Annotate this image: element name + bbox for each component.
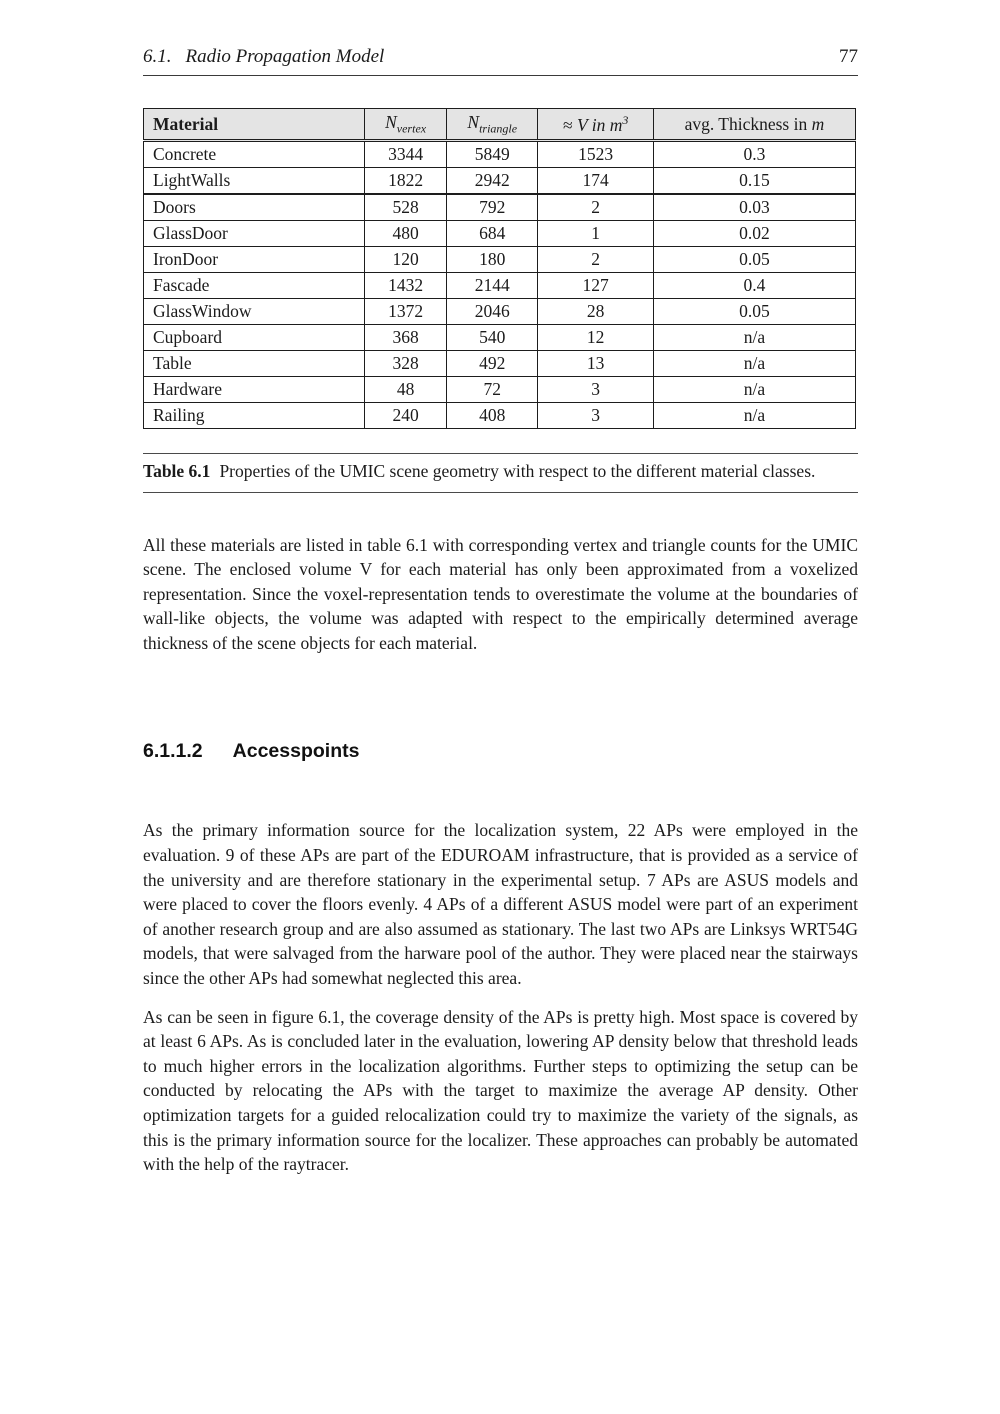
table-cell-n-vertex: 120 xyxy=(365,247,447,273)
table-cell-material: IronDoor xyxy=(144,247,365,273)
table-cell-volume: 3 xyxy=(538,377,653,403)
math-symbol: m xyxy=(811,113,825,134)
running-head-section-title: Radio Propagation Model xyxy=(185,46,385,67)
table-cell-n-triangle: 2046 xyxy=(446,299,538,325)
table-cell-n-triangle: 684 xyxy=(446,221,538,247)
table-caption-text: Properties of the UMIC scene geometry with respect to the different material classes. xyxy=(219,461,816,481)
running-head-section-number: 6.1. xyxy=(143,46,172,67)
running-head-title xyxy=(143,46,384,68)
table-cell-n-vertex: 240 xyxy=(365,403,447,429)
table-cell-thickness: 0.02 xyxy=(653,221,855,247)
table-cell-thickness: 0.05 xyxy=(653,299,855,325)
table-row xyxy=(144,247,856,273)
table-row xyxy=(144,403,856,429)
table-cell-n-triangle: 5849 xyxy=(446,141,538,168)
table-cell-material: Table xyxy=(144,351,365,377)
table-cell-material: Fascade xyxy=(144,273,365,299)
section-heading-title: Accesspoints xyxy=(232,740,360,763)
table-cell-n-vertex: 1432 xyxy=(365,273,447,299)
column-header-volume xyxy=(538,109,653,141)
table-row xyxy=(144,377,856,403)
table-cell-n-triangle: 2144 xyxy=(446,273,538,299)
table-cell-n-triangle: 792 xyxy=(446,194,538,221)
table-cell-material: Doors xyxy=(144,194,365,221)
approx-symbol: ≈ xyxy=(562,114,577,135)
table-cell-material: Railing xyxy=(144,403,365,429)
section-heading-number: 6.1.1.2 xyxy=(143,740,203,763)
table-cell-n-triangle: 72 xyxy=(446,377,538,403)
table-cell-volume: 13 xyxy=(538,351,653,377)
table-cell-material: GlassWindow xyxy=(144,299,365,325)
table-cell-n-vertex: 368 xyxy=(365,325,447,351)
table-cell-n-vertex: 328 xyxy=(365,351,447,377)
table-cell-n-vertex: 480 xyxy=(365,221,447,247)
table-cell-thickness: n/a xyxy=(653,351,855,377)
section-heading xyxy=(143,740,858,763)
table-row xyxy=(144,351,856,377)
table-row xyxy=(144,141,856,168)
table-row xyxy=(144,299,856,325)
table-cell-volume: 127 xyxy=(538,273,653,299)
table-cell-volume: 28 xyxy=(538,299,653,325)
table-cell-material: Cupboard xyxy=(144,325,365,351)
paragraph-materials: All these materials are listed in table 6.1 with corresponding vertex and triangle counts for the UMIC scene. The enclosed volume V for each material has only been approximated from a voxelized representation. Since the voxel-representation tends to overestimate the volume at the boundaries of wall-like objects, the volume was adapted with respect to the empirically determined average thickness of the scene objects for each material. xyxy=(143,534,858,653)
column-header-n-triangle xyxy=(446,109,538,141)
math-superscript: 3 xyxy=(622,112,629,127)
table-header-row xyxy=(144,109,856,141)
table-row xyxy=(144,273,856,299)
math-symbol: N xyxy=(467,111,480,132)
table-cell-n-vertex: 48 xyxy=(365,377,447,403)
table-cell-n-vertex: 1372 xyxy=(365,299,447,325)
table-cell-n-triangle: 492 xyxy=(446,351,538,377)
column-header-n-vertex xyxy=(365,109,447,141)
table-row xyxy=(144,194,856,221)
table-cell-n-triangle: 180 xyxy=(446,247,538,273)
table-row xyxy=(144,325,856,351)
table-row xyxy=(144,168,856,195)
materials-table xyxy=(143,108,856,429)
table-cell-thickness: 0.03 xyxy=(653,194,855,221)
math-subscript: triangle xyxy=(479,121,518,136)
paragraph-accesspoints: As the primary information source for the localization system, 22 APs were employed in the evaluation. 9 of these APs are part of the EDUROAM infrastructure, that is provided as a service of the university and are therefore stationary in the experimental setup. 7 APs are ASUS models and were placed to cover the floors evenly. 4 APs of a different ASUS model were part of an experiment of another research group and are also assumed as stationary. The last two APs are Linksys WRT54G models, that were salvaged from the harware pool of the author. They were placed near the stairways since the other APs had somewhat neglected this area. xyxy=(143,820,858,989)
table-caption xyxy=(143,453,858,493)
table-caption-label: Table 6.1 xyxy=(143,461,211,481)
table-cell-volume: 1523 xyxy=(538,141,653,168)
table-cell-thickness: 0.05 xyxy=(653,247,855,273)
table-cell-n-triangle: 408 xyxy=(446,403,538,429)
table-cell-material: Concrete xyxy=(144,141,365,168)
table-cell-thickness: n/a xyxy=(653,377,855,403)
materials-table-body xyxy=(144,141,856,429)
table-cell-volume: 2 xyxy=(538,194,653,221)
table-cell-material: GlassDoor xyxy=(144,221,365,247)
table-cell-thickness: n/a xyxy=(653,325,855,351)
table-cell-n-vertex: 1822 xyxy=(365,168,447,195)
table-cell-n-triangle: 2942 xyxy=(446,168,538,195)
column-header-thickness-text: avg. Thickness in xyxy=(684,113,812,134)
math-symbol: V in m xyxy=(576,114,623,135)
table-row xyxy=(144,221,856,247)
page-number: 77 xyxy=(839,46,858,67)
column-header-thickness xyxy=(653,109,855,141)
table-cell-n-triangle: 540 xyxy=(446,325,538,351)
table-cell-volume: 12 xyxy=(538,325,653,351)
math-symbol: N xyxy=(385,111,397,132)
table-cell-volume: 3 xyxy=(538,403,653,429)
table-cell-volume: 174 xyxy=(538,168,653,195)
paragraph-coverage: As can be seen in figure 6.1, the coverage density of the APs is pretty high. Most space is covered by at least 6 APs. As is concluded later in the evaluation, lowering AP density below that threshold leads to much higher errors in the localization algorithms. Further steps to optimizing the setup can be conducted by relocating the APs with the target to maximize the average AP density. Other optimization targets for a guided relocalization could try to maximize the variety of the signals, as this is the primary information source for the localizer. These approaches can probably be automated with the help of the raytracer. xyxy=(143,1006,858,1175)
table-cell-volume: 1 xyxy=(538,221,653,247)
table-cell-thickness: 0.4 xyxy=(653,273,855,299)
table-cell-volume: 2 xyxy=(538,247,653,273)
table-cell-material: Hardware xyxy=(144,377,365,403)
table-cell-thickness: 0.15 xyxy=(653,168,855,195)
table-cell-material: LightWalls xyxy=(144,168,365,195)
column-header-material: Material xyxy=(144,109,365,141)
table-cell-thickness: n/a xyxy=(653,403,855,429)
table-cell-n-vertex: 528 xyxy=(365,194,447,221)
page-header xyxy=(143,46,858,76)
table-cell-thickness: 0.3 xyxy=(653,141,855,168)
math-subscript: vertex xyxy=(396,121,427,136)
table-cell-n-vertex: 3344 xyxy=(365,141,447,168)
